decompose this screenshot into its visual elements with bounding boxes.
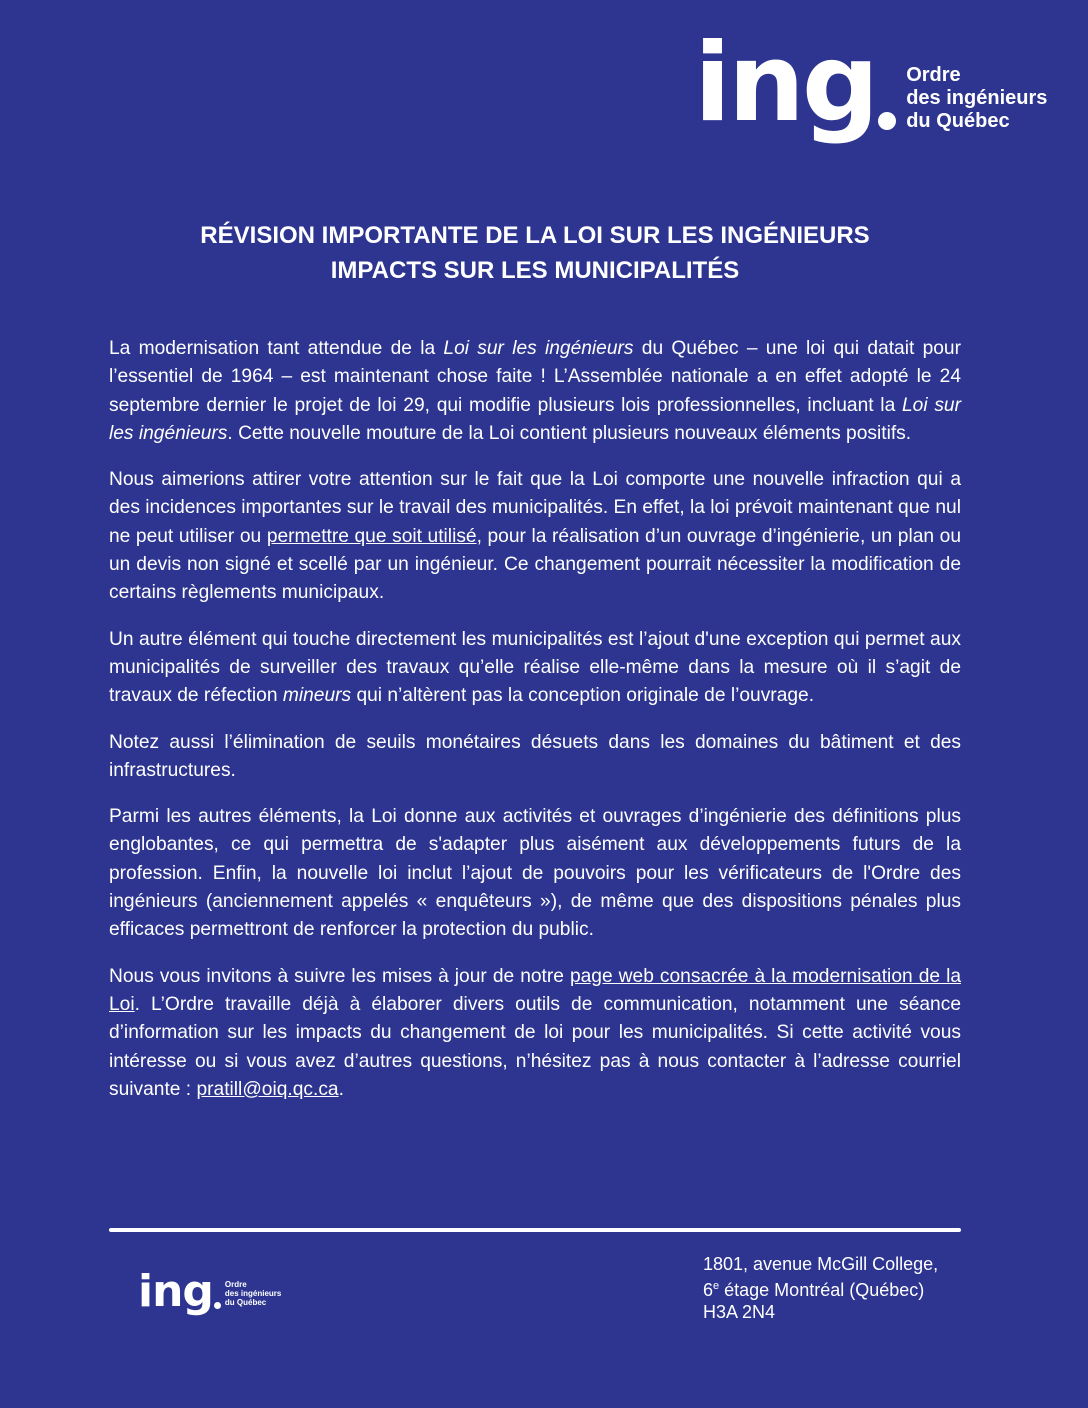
header-logo (694, 21, 1048, 146)
modernisation-page-link[interactable]: page web consacrée à la modernisation de la Loi (109, 965, 962, 1015)
logo-dot-icon (214, 1302, 221, 1309)
paragraph-6-text-b: . L’Ordre travaille déjà à élaborer divers outils de communication, notamment une séance d’information sur les impacts du changement de loi pour les municipalités. Si cette activité vous intéresse ou si vous avez d’autres questions, n’hésitez pas à nous contacter à l’adresse courriel suivante : (109, 993, 961, 1100)
paragraph-4: Notez aussi l’élimination de seuils monétaires désuets dans les domaines du bâtiment et des infrastructures. (109, 731, 961, 781)
paragraph-1-text-e: . Cette nouvelle mouture de la Loi contient plusieurs nouveaux éléments positifs. (227, 422, 912, 444)
address-line-1: 1801, avenue McGill College, (703, 1254, 939, 1274)
paragraph-3 (109, 626, 961, 711)
paragraph-5: Parmi les autres éléments, la Loi donne aux activités et ouvrages d’ingénierie des définitions plus englobantes, ce qui permettra de s'adapter plus aisément aux développements futurs de la profession. Enfin, la nouvelle loi inclut l’ajout de pouvoirs pour les vérificateurs de l'Ordre des ingénieurs (anciennement appelés « enquêteurs »), de même que des dispositions pénales plus efficaces permettront de renforcer la protection du public. (109, 806, 961, 941)
paragraph-6-text-c: . (338, 1078, 344, 1100)
law-title-italic: Loi sur les ingénieurs (443, 338, 634, 359)
paragraph-3-text-a: Un autre élément qui touche directement les municipalités est l’ajout d'une exception qui permet aux municipalités de surveiller des travaux qu’elle réalise elle-même dans la mesure où il s’agit de travaux de réfection (109, 628, 961, 707)
logo-line-3: du Québec (224, 1298, 267, 1307)
paragraph-2 (109, 466, 961, 607)
footer-divider (109, 1228, 961, 1232)
logo-dot-icon (878, 112, 896, 130)
logo-mark: ing (138, 1266, 213, 1317)
paragraph-6-text-a: Nous vous invitons à suivre les mises à jour de notre (109, 965, 570, 987)
title-line-2: IMPACTS SUR LES MUNICIPALITÉS (330, 257, 740, 284)
logo-mark: ing (694, 21, 877, 146)
address-city: étage Montréal (Québec) (719, 1280, 925, 1300)
document-body (109, 335, 961, 1122)
logo-line-2: des ingénieurs (906, 87, 1048, 109)
law-title-italic: Loi sur les ingénieurs (109, 394, 961, 444)
paragraph-1-text-a: La modernisation tant attendue de la (109, 338, 444, 359)
address-line-3: H3A 2N4 (703, 1302, 776, 1322)
logo-line-2: des ingénieurs (224, 1289, 282, 1298)
paragraph-6 (109, 963, 961, 1104)
mineurs-italic: mineurs (282, 685, 352, 707)
paragraph-2-text-a: Nous aimerions attirer votre attention sur le fait que la Loi comporte une nouvelle infraction qui a des incidences importantes sur le travail des municipalités. En effet, la loi prévoit maintenant que nul ne peut utiliser ou (109, 469, 961, 547)
logo-line-3: du Québec (906, 110, 1010, 132)
paragraph-3-text-c: qui n’altèrent pas la conception originale de l’ouvrage. (351, 685, 815, 707)
document-title (110, 218, 960, 288)
logo-line-1: Ordre (224, 1280, 247, 1289)
title-line-1: RÉVISION IMPORTANTE DE LA LOI SUR LES INGÉNIEURS (200, 222, 870, 249)
logo-line-1: Ordre (906, 64, 961, 86)
contact-email-link[interactable]: pratill@oiq.qc.ca (196, 1078, 339, 1100)
address-floor-suffix: e (713, 1280, 720, 1292)
footer-logo (138, 1268, 281, 1316)
footer-address (703, 1253, 938, 1323)
paragraph-1 (109, 335, 961, 448)
paragraph-1-text-c: du Québec – une loi qui datait pour l’essentiel de 1964 – est maintenant chose faite ! L’Assemblée nationale a en effet adopté le 24 septembre dernier le projet de loi 29, qui modifie plusieurs lois professionnelles, incluant la (109, 338, 961, 416)
paragraph-2-text-b: , pour la réalisation d’un ouvrage d’ingénierie, un plan ou un devis non signé et scellé par un ingénieur. Ce changement pourrait nécessiter la modification de certains règlements municipaux. (109, 525, 961, 604)
address-line-2 (703, 1275, 938, 1301)
permettre-link[interactable]: permettre que soit utilisé (266, 525, 477, 547)
address-floor-number: 6 (703, 1280, 714, 1300)
logo-wordmark (225, 1280, 281, 1307)
logo-wordmark (906, 64, 1047, 133)
